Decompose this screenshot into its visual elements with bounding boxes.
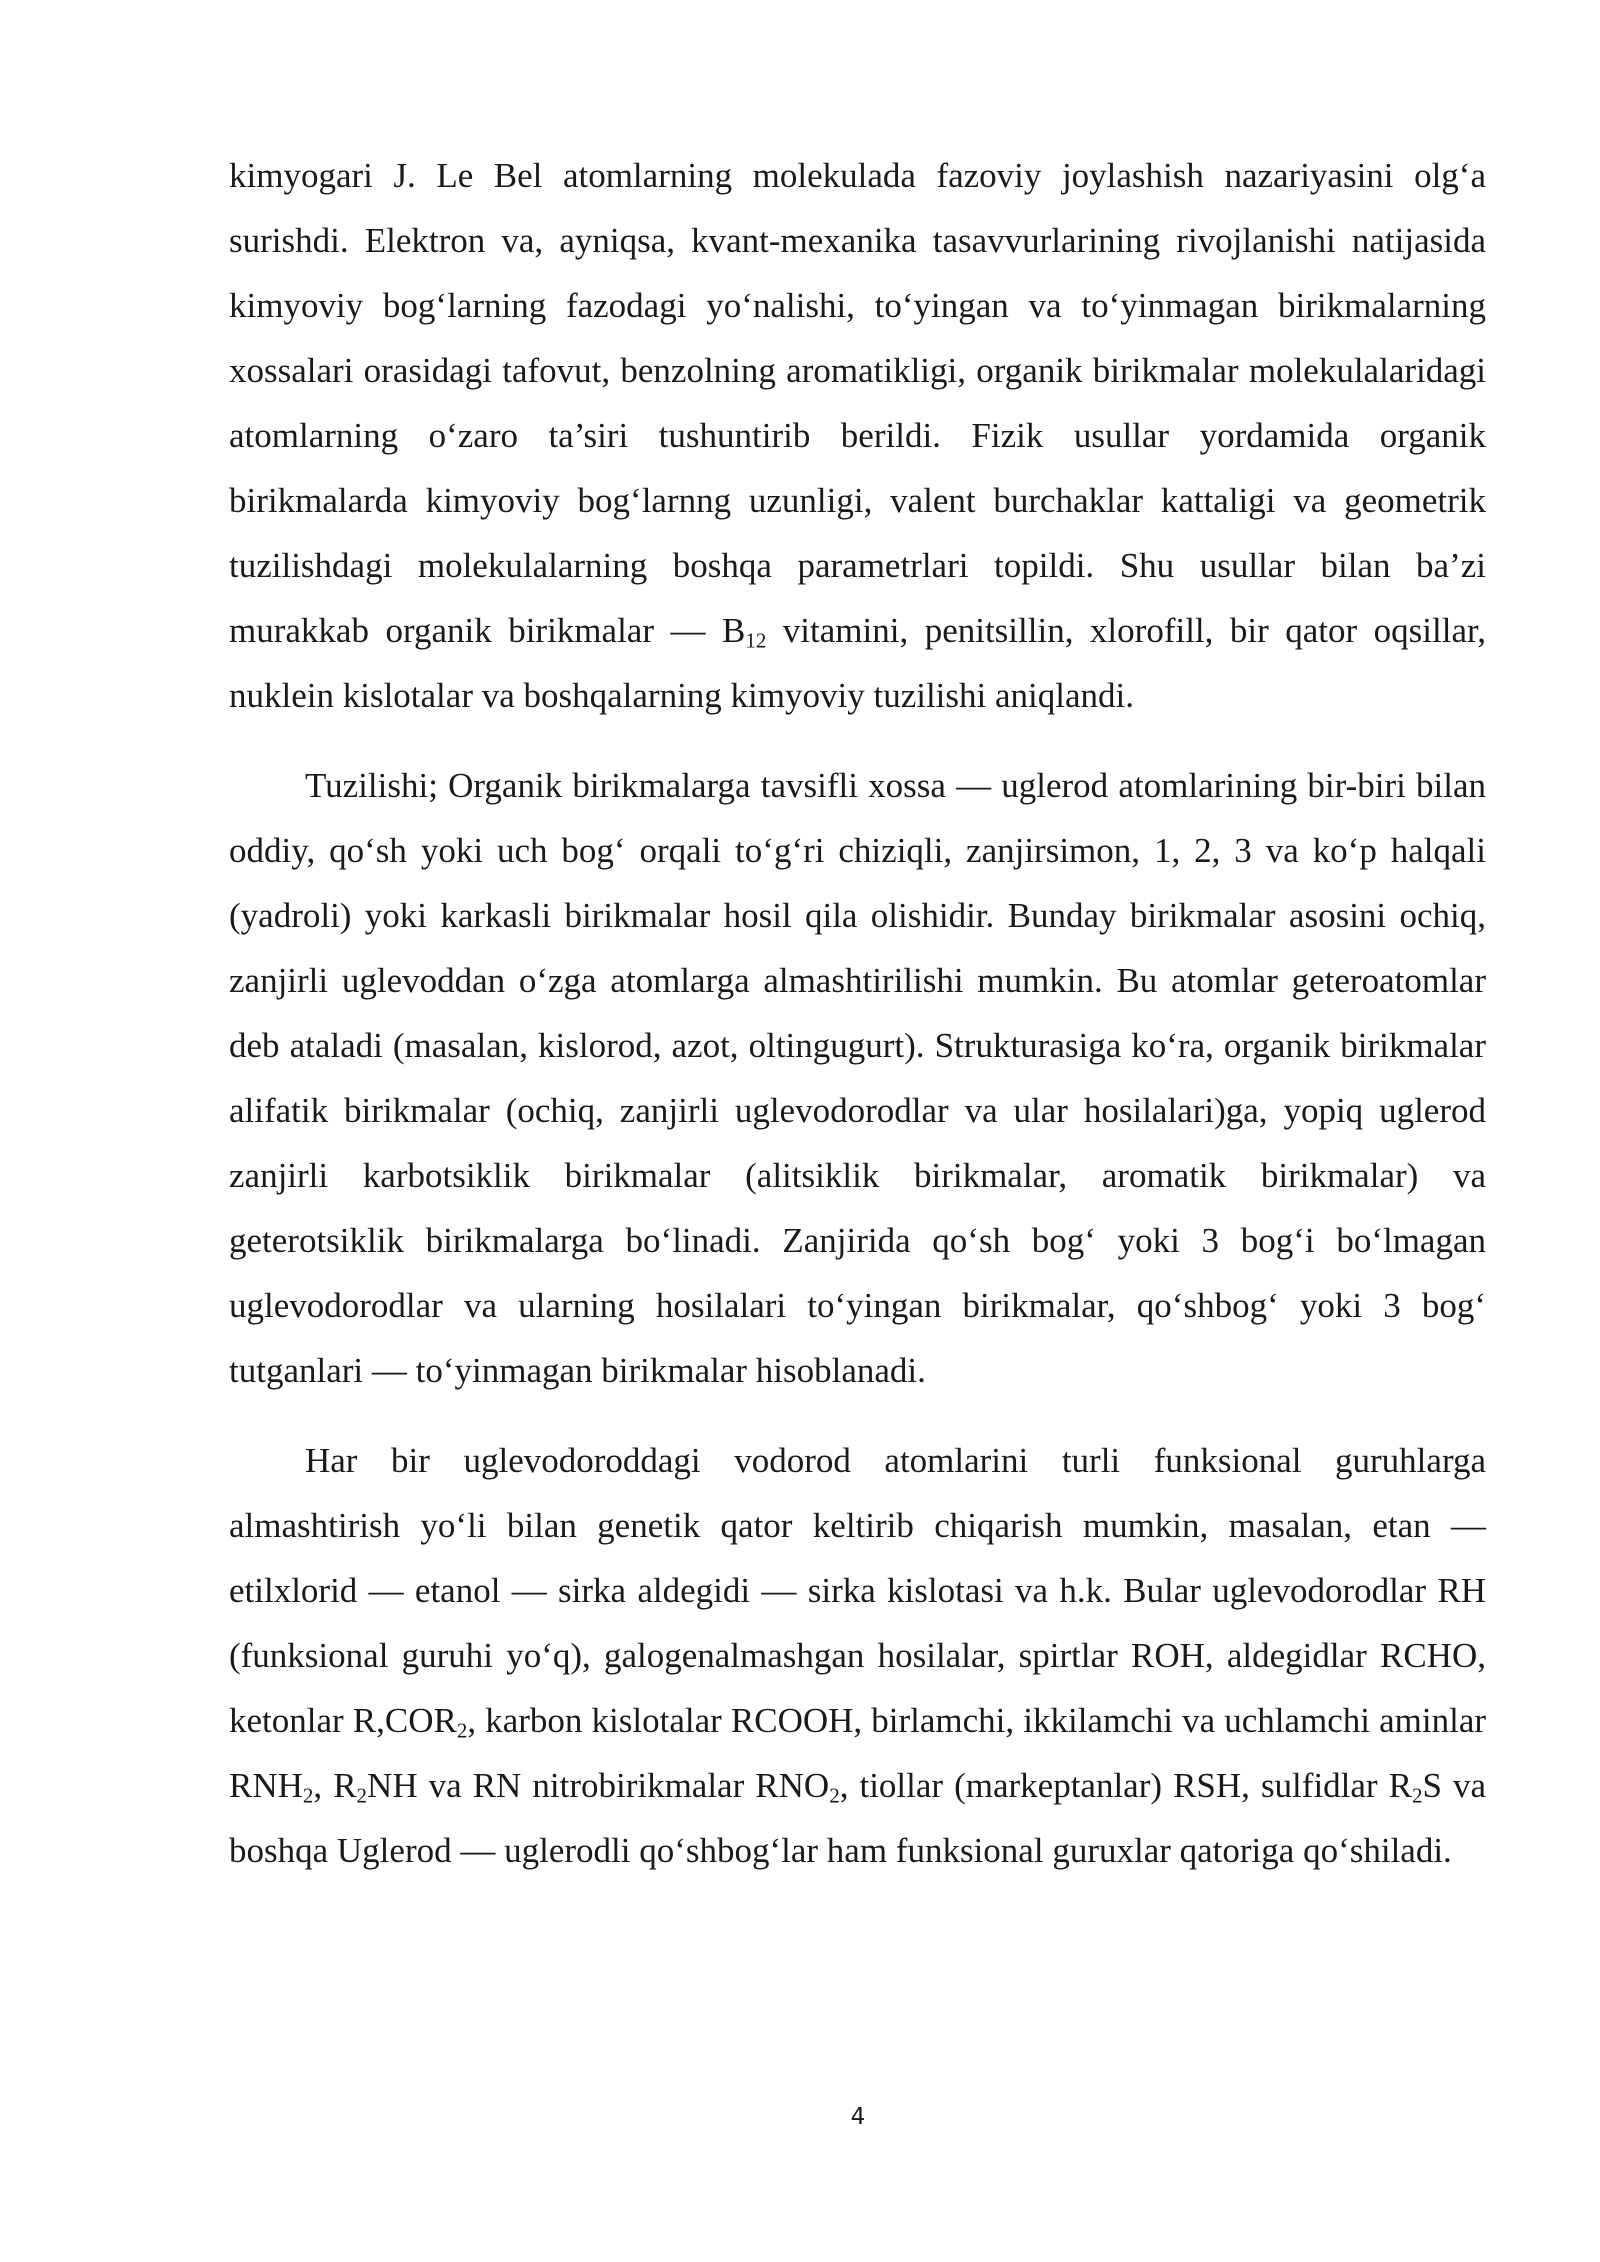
paragraph-text: S va boshqa Uglerod — uglerodli qo‘shbog‘lar ham funksional guruxlar qatoriga qo‘shiladi. bbox=[229, 1766, 1487, 1870]
paragraph-text: vitamini, penitsillin, xlorofill, bir qator oqsillar, nuklein kislotalar va boshqalarning kimyoviy tuzilishi aniqlandi. bbox=[229, 611, 1486, 715]
page-number: 4 bbox=[850, 2104, 866, 2130]
subscript-text: 2 bbox=[302, 1783, 314, 1808]
subscript-text: 2 bbox=[456, 1718, 468, 1743]
subscript-text: 2 bbox=[356, 1783, 368, 1808]
body-text bbox=[229, 143, 1486, 1883]
paragraph bbox=[229, 143, 1486, 728]
paragraph-text: , karbon kislotalar RCOOH, birlamchi, ikkilamchi va uchlamchi aminlar RNH bbox=[229, 1701, 1487, 1805]
subscript-text: 2 bbox=[829, 1783, 840, 1808]
paragraph-text: , R bbox=[313, 1766, 357, 1805]
paragraph-text: Tuzilishi; Organik birikmalarga tavsifli xossa — uglerod atomlarining bir-biri bilan oddiy, qo‘sh yoki uch bog‘ orqali to‘g‘ri chiziqli, zanjirsimon, 1, 2, 3 va ko‘p halqali (yadroli) yoki karkasli birikmalar hosil qila olishidir. Bunday birikmalar asosini ochiq, zanjirli uglevoddan o‘zga atomlarga almashtirilishi mumkin. Bu atomlar geteroatomlar deb ataladi (masalan, kislorod, azot, oltingugurt). Strukturasiga ko‘ra, organik birikmalar alifatik birikmalar (ochiq, zanjirli uglevodorodlar va ular hosilalari)ga, yopiq uglerod zanjirli karbotsiklik birikmalar (alitsiklik birikmalar, aromatik birikmalar) va geterotsiklik birikmalarga bo‘linadi. Zanjirida qo‘sh bog‘ yoki 3 bog‘i bo‘lmagan uglevodorodlar va ularning hosilalari to‘yingan birikmalar, qo‘shbog‘ yoki 3 bog‘ tutganlari — to‘yinmagan birikmalar hisoblanadi. bbox=[229, 766, 1486, 1390]
paragraph-text: kimyogari J. Le Bel atomlarning molekulada fazoviy joylashish nazariyasini olg‘a surishdi. Elektron va, ayniqsa, kvant-mexanika tasavvurlarining rivojlanishi natijasida kimyoviy bog‘larning fazodagi yo‘nalishi, to‘yingan va to‘yinmagan birikmalarning xossalari orasidagi tafovut, benzolning aromatikligi, organik birikmalar molekulalaridagi atomlarning o‘zaro ta’siri tushuntirib berildi. Fizik usullar yordamida organik birikmalarda kimyoviy bog‘larnng uzunligi, valent burchaklar kattaligi va geometrik tuzilishdagi molekulalarning boshqa parametrlari topildi. Shu usullar bilan ba’zi murakkab organik birikmalar — B bbox=[229, 156, 1486, 650]
paragraph bbox=[229, 1428, 1486, 1883]
paragraph-text: , tiollar (markeptanlar) RSH, sulfidlar R bbox=[839, 1766, 1412, 1805]
paragraph-text: Har bir uglevodoroddagi vodorod atomlarini turli funksional guruhlarga almashtirish yo‘li bilan genetik qator keltirib chiqarish mumkin, masalan, etan — etilxlorid — etanol — sirka aldegidi — sirka kislotasi va h.k. Bular uglevodorodlar RH (funksional guruhi yo‘q), galogenalmashgan hosilalar, spirtlar ROH, aldegidlar RCHO, ketonlar R,COR bbox=[229, 1441, 1486, 1740]
subscript-text: 12 bbox=[745, 628, 767, 653]
paragraph bbox=[229, 753, 1486, 1403]
paragraph-text: NH va RN nitrobirikmalar RNO bbox=[367, 1766, 830, 1805]
subscript-text: 2 bbox=[1411, 1783, 1423, 1808]
